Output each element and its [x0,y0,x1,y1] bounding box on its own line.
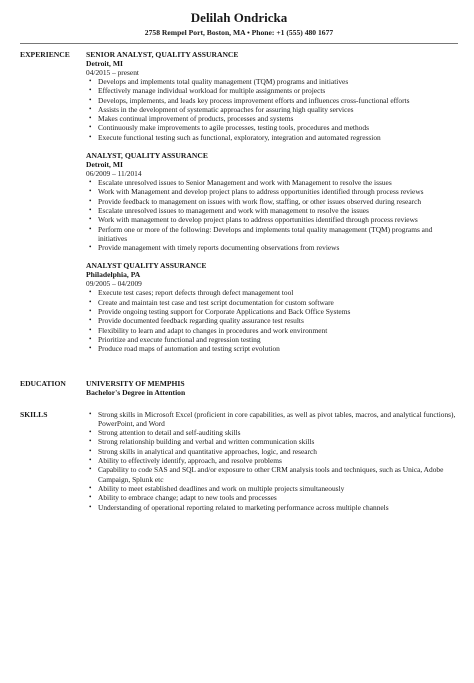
bullet-item: • Create and maintain test case and test script documentation for custom software [98,298,458,307]
skills-body [86,410,458,512]
job-location: Detroit, MI [86,160,123,170]
header-divider [20,43,458,44]
bullet-item: • Work with Management and develop project plans to address opportunities identified through process reviews [98,187,458,196]
job-location: Philadelphia, PA [86,270,141,280]
skill-item: • Ability to meet established deadlines and work on multiple projects simultaneously [98,484,458,493]
skill-item: • Strong skills in Microsoft Excel (proficient in core capabilities, as well as pivot tables, macros, and analytical functions), PowerPoint, and Word [98,410,458,429]
job-entry [86,261,458,353]
job-location: Detroit, MI [86,59,123,68]
candidate-name: Delilah Ondricka [190,10,288,25]
bullet-item: • Provide feedback to management on issues with work flow, staffing, or other issues observed during research [98,197,458,206]
bullet-item: • Produce road maps of automation and testing script evolution [98,344,458,353]
bullet-item: • Continuously make improvements to agile processes, testing tools, procedures and methods [98,123,458,132]
bullet-item: • Makes continual improvement of products, processes and systems [98,114,458,123]
skill-item: • Ability to embrace change; adapt to new tools and processes [98,493,458,502]
job-title: SENIOR ANALYST, QUALITY ASSURANCE [86,50,239,59]
degree-name: Bachelor's Degree in Attention [86,387,186,397]
bullet-item: • Provide management with timely reports documenting observations from reviews [98,243,458,252]
skill-item: • Ability to effectively identify, approach, and resolve problems [98,456,458,465]
bullet-item: • Develops, implements, and leads key process improvement efforts and influences cross-functional efforts [98,96,458,105]
job-bullets [86,178,458,252]
job-entry [86,50,458,142]
skill-item: • Strong attention to detail and self-auditing skills [98,428,458,437]
skill-item: • Strong skills in analytical and quantitative approaches, logic, and research [98,447,458,456]
school-name: UNIVERSITY OF MEMPHIS [86,378,185,388]
job-title: ANALYST QUALITY ASSURANCE [86,261,207,271]
job-bullets [86,77,458,142]
contact-line: 2758 Rempel Port, Boston, MA • Phone: +1 (555) 480 1677 [144,28,334,37]
job-bullets [86,288,458,353]
experience-body [86,50,458,363]
bullet-item: • Assists in the development of systematic approaches for assuring high quality services [98,105,458,114]
experience-section [20,50,458,363]
bullet-item: • Effectively manage individual workload for multiple assignments or projects [98,86,458,95]
bullet-item: • Work with management to develop project plans to address opportunities identified through process reviews [98,215,458,224]
skills-list [86,410,458,512]
skill-item: • Capability to code SAS and SQL and/or exposure to other CRM analysis tools and techniques, such as Unica, Adobe Campaign, Splunk etc [98,465,458,484]
bullet-item: • Escalate unresolved issues to Senior Management and work with Management to resolve the issues [98,178,458,187]
bullet-item: • Execute functional testing such as functional, exploratory, integration and automated regression [98,133,458,142]
education-section [20,379,458,397]
skill-item: • Understanding of operational reporting related to marketing performance across multiple channels [98,503,458,512]
bullet-item: • Provide ongoing testing support for Corporate Applications and Back Office Systems [98,307,458,316]
bullet-item: • Flexibility to learn and adapt to changes in procedures and work environment [98,326,458,335]
job-title: ANALYST, QUALITY ASSURANCE [86,151,208,161]
education-body [86,379,458,397]
bullet-item: • Execute test cases; report defects through defect management tool [98,288,458,297]
bullet-item: • Provide documented feedback regarding quality assurance test results [98,316,458,325]
bullet-item: • Perform one or more of the following: Develops and implements total quality management (TQM) programs and initiatives [98,225,458,244]
job-dates: 09/2005 – 04/2009 [86,279,142,289]
bullet-item: • Prioritize and execute functional and regression testing [98,335,458,344]
job-entry [86,151,458,252]
experience-label: EXPERIENCE [20,50,70,59]
skills-label: SKILLS [20,409,48,419]
education-label: EDUCATION [20,378,66,388]
job-dates: 06/2009 – 11/2014 [86,169,142,179]
skill-item: • Strong relationship building and verbal and written communication skills [98,437,458,446]
job-dates: 04/2015 – present [86,68,139,77]
bullet-item: • Escalate unresolved issues to management and work with management to resolve the issues [98,206,458,215]
bullet-item: • Develops and implements total quality management (TQM) programs and initiatives [98,77,458,86]
skills-section [20,410,458,512]
